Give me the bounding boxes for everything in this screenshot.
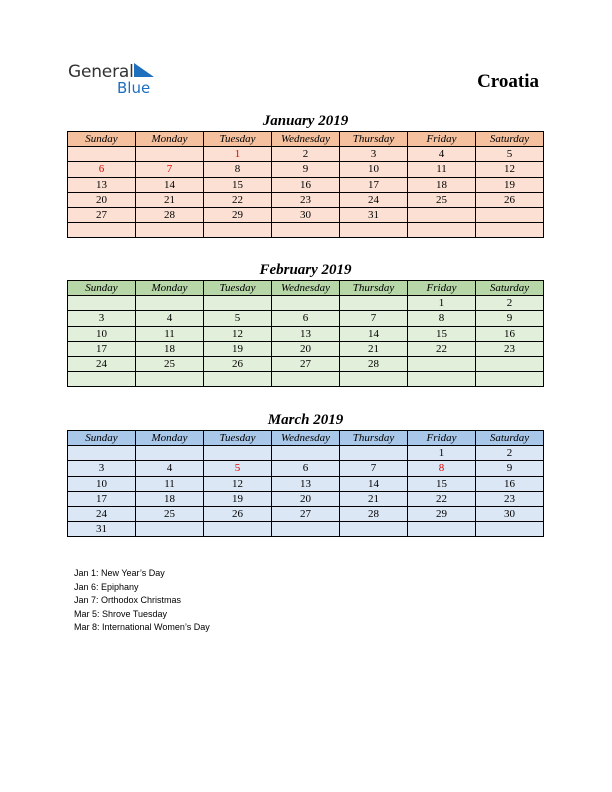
- day-cell: 10: [68, 326, 136, 341]
- day-cell: [476, 372, 544, 387]
- day-cell: 24: [68, 506, 136, 521]
- day-cell: [68, 372, 136, 387]
- day-cell: 29: [408, 506, 476, 521]
- day-cell: 23: [476, 341, 544, 356]
- day-cell: [68, 446, 136, 461]
- day-cell: 26: [476, 192, 544, 207]
- day-cell: 22: [204, 192, 272, 207]
- day-cell: 7: [340, 461, 408, 476]
- day-cell: [272, 296, 340, 311]
- day-cell: 18: [408, 177, 476, 192]
- day-cell: [272, 522, 340, 537]
- weekday-header: Wednesday: [272, 281, 340, 296]
- week-row: [68, 192, 544, 207]
- day-cell: [272, 372, 340, 387]
- month-title: February 2019: [259, 262, 352, 278]
- day-cell: 22: [408, 341, 476, 356]
- weekday-header: Sunday: [68, 431, 136, 446]
- day-cell: 15: [204, 177, 272, 192]
- day-cell: [136, 147, 204, 162]
- day-cell: 6: [272, 311, 340, 326]
- day-cell: 5: [204, 461, 272, 476]
- day-cell: 4: [136, 311, 204, 326]
- weekday-header: Friday: [408, 431, 476, 446]
- brand-logo: [68, 60, 178, 100]
- day-cell: 2: [476, 296, 544, 311]
- weekday-header: Tuesday: [204, 281, 272, 296]
- week-row: [68, 207, 544, 222]
- day-cell: 25: [408, 192, 476, 207]
- day-cell: 18: [136, 491, 204, 506]
- day-cell: [136, 522, 204, 537]
- calendar-grid: [67, 280, 544, 387]
- day-cell: [204, 522, 272, 537]
- day-cell: 16: [272, 177, 340, 192]
- day-cell: 8: [408, 461, 476, 476]
- day-cell: 18: [136, 341, 204, 356]
- day-cell: 20: [68, 192, 136, 207]
- holiday-item: Mar 5: Shrove Tuesday: [74, 608, 168, 619]
- weekday-header-row: [68, 281, 544, 296]
- week-row: [68, 311, 544, 326]
- day-cell: 31: [68, 522, 136, 537]
- day-cell: 3: [340, 147, 408, 162]
- day-cell: 13: [272, 326, 340, 341]
- day-cell: 26: [204, 506, 272, 521]
- day-cell: 26: [204, 356, 272, 371]
- month-title: March 2019: [267, 412, 344, 428]
- day-cell: 25: [136, 506, 204, 521]
- day-cell: 2: [272, 147, 340, 162]
- day-cell: [204, 223, 272, 238]
- weekday-header: Friday: [408, 281, 476, 296]
- day-cell: 24: [68, 356, 136, 371]
- day-cell: 27: [68, 207, 136, 222]
- day-cell: 1: [408, 296, 476, 311]
- day-cell: [136, 296, 204, 311]
- week-row: [68, 372, 544, 387]
- day-cell: [476, 207, 544, 222]
- country-title: Croatia: [477, 71, 539, 92]
- day-cell: [204, 446, 272, 461]
- day-cell: 28: [136, 207, 204, 222]
- day-cell: [408, 356, 476, 371]
- month-january: [67, 112, 544, 238]
- day-cell: [136, 446, 204, 461]
- day-cell: [204, 372, 272, 387]
- day-cell: 19: [476, 177, 544, 192]
- weekday-header-row: [68, 132, 544, 147]
- week-row: [68, 341, 544, 356]
- day-cell: 28: [340, 506, 408, 521]
- day-cell: [408, 522, 476, 537]
- week-row: [68, 296, 544, 311]
- day-cell: [340, 372, 408, 387]
- holiday-item: Jan 1: New Year’s Day: [74, 568, 165, 578]
- day-cell: [476, 356, 544, 371]
- day-cell: 20: [272, 341, 340, 356]
- week-row: [68, 162, 544, 177]
- week-row: [68, 461, 544, 476]
- calendar-grid: [67, 131, 544, 238]
- day-cell: 3: [68, 461, 136, 476]
- weekday-header: Monday: [136, 281, 204, 296]
- day-cell: 23: [476, 491, 544, 506]
- day-cell: 28: [340, 356, 408, 371]
- day-cell: 15: [408, 326, 476, 341]
- week-row: [68, 356, 544, 371]
- day-cell: 19: [204, 341, 272, 356]
- week-row: [68, 491, 544, 506]
- holiday-item: Jan 6: Epiphany: [74, 581, 139, 592]
- week-row: [68, 223, 544, 238]
- weekday-header: Wednesday: [272, 132, 340, 147]
- day-cell: 11: [136, 476, 204, 491]
- weekday-header: Sunday: [68, 132, 136, 147]
- day-cell: 31: [340, 207, 408, 222]
- weekday-header: Tuesday: [204, 431, 272, 446]
- day-cell: 12: [476, 162, 544, 177]
- day-cell: [408, 372, 476, 387]
- brand-line1: General: [68, 62, 134, 82]
- day-cell: 10: [340, 162, 408, 177]
- day-cell: 14: [136, 177, 204, 192]
- calendar-grid: [67, 430, 544, 537]
- day-cell: 13: [68, 177, 136, 192]
- day-cell: 4: [408, 147, 476, 162]
- day-cell: 7: [340, 311, 408, 326]
- day-cell: 11: [408, 162, 476, 177]
- day-cell: 16: [476, 326, 544, 341]
- day-cell: [340, 296, 408, 311]
- day-cell: 23: [272, 192, 340, 207]
- day-cell: 9: [476, 311, 544, 326]
- holiday-item: Jan 7: Orthodox Christmas: [74, 595, 182, 606]
- triangle-icon: [134, 63, 154, 77]
- weekday-header: Saturday: [476, 431, 544, 446]
- day-cell: 10: [68, 476, 136, 491]
- weekday-header-row: [68, 431, 544, 446]
- day-cell: 16: [476, 476, 544, 491]
- day-cell: [340, 446, 408, 461]
- day-cell: 21: [340, 341, 408, 356]
- week-row: [68, 177, 544, 192]
- month-title: January 2019: [262, 113, 349, 129]
- weekday-header: Tuesday: [204, 132, 272, 147]
- day-cell: 21: [340, 491, 408, 506]
- day-cell: 9: [272, 162, 340, 177]
- day-cell: 14: [340, 326, 408, 341]
- day-cell: 8: [204, 162, 272, 177]
- day-cell: [68, 296, 136, 311]
- day-cell: [408, 223, 476, 238]
- day-cell: 17: [68, 341, 136, 356]
- weekday-header: Thursday: [340, 431, 408, 446]
- day-cell: [272, 223, 340, 238]
- day-cell: 24: [340, 192, 408, 207]
- day-cell: [204, 296, 272, 311]
- day-cell: [68, 147, 136, 162]
- day-cell: 25: [136, 356, 204, 371]
- day-cell: 6: [68, 162, 136, 177]
- day-cell: [136, 223, 204, 238]
- brand-line2: Blue: [117, 79, 151, 97]
- week-row: [68, 446, 544, 461]
- day-cell: 30: [272, 207, 340, 222]
- day-cell: 21: [136, 192, 204, 207]
- day-cell: [68, 223, 136, 238]
- week-row: [68, 522, 544, 537]
- day-cell: 8: [408, 311, 476, 326]
- day-cell: 12: [204, 476, 272, 491]
- day-cell: 11: [136, 326, 204, 341]
- weekday-header: Thursday: [340, 132, 408, 147]
- day-cell: 6: [272, 461, 340, 476]
- day-cell: 4: [136, 461, 204, 476]
- day-cell: [476, 522, 544, 537]
- day-cell: 1: [204, 147, 272, 162]
- day-cell: 27: [272, 356, 340, 371]
- day-cell: [408, 207, 476, 222]
- day-cell: 13: [272, 476, 340, 491]
- day-cell: 5: [204, 311, 272, 326]
- day-cell: 20: [272, 491, 340, 506]
- week-row: [68, 506, 544, 521]
- weekday-header: Thursday: [340, 281, 408, 296]
- day-cell: 1: [408, 446, 476, 461]
- weekday-header: Monday: [136, 431, 204, 446]
- day-cell: [272, 446, 340, 461]
- day-cell: 17: [340, 177, 408, 192]
- day-cell: 5: [476, 147, 544, 162]
- day-cell: 22: [408, 491, 476, 506]
- week-row: [68, 326, 544, 341]
- day-cell: [340, 223, 408, 238]
- day-cell: 9: [476, 461, 544, 476]
- week-row: [68, 147, 544, 162]
- holiday-item: Mar 8: International Women’s Day: [74, 622, 210, 633]
- weekday-header: Saturday: [476, 281, 544, 296]
- day-cell: [340, 522, 408, 537]
- weekday-header: Wednesday: [272, 431, 340, 446]
- day-cell: 3: [68, 311, 136, 326]
- weekday-header: Friday: [408, 132, 476, 147]
- day-cell: 14: [340, 476, 408, 491]
- day-cell: 27: [272, 506, 340, 521]
- weekday-header: Sunday: [68, 281, 136, 296]
- day-cell: 7: [136, 162, 204, 177]
- day-cell: 19: [204, 491, 272, 506]
- week-row: [68, 476, 544, 491]
- day-cell: 2: [476, 446, 544, 461]
- day-cell: 29: [204, 207, 272, 222]
- day-cell: 17: [68, 491, 136, 506]
- day-cell: 12: [204, 326, 272, 341]
- day-cell: 15: [408, 476, 476, 491]
- weekday-header: Saturday: [476, 132, 544, 147]
- holiday-list: [74, 567, 210, 635]
- month-february: [67, 261, 544, 387]
- day-cell: 30: [476, 506, 544, 521]
- month-march: [67, 411, 544, 537]
- day-cell: [476, 223, 544, 238]
- weekday-header: Monday: [136, 132, 204, 147]
- day-cell: [136, 372, 204, 387]
